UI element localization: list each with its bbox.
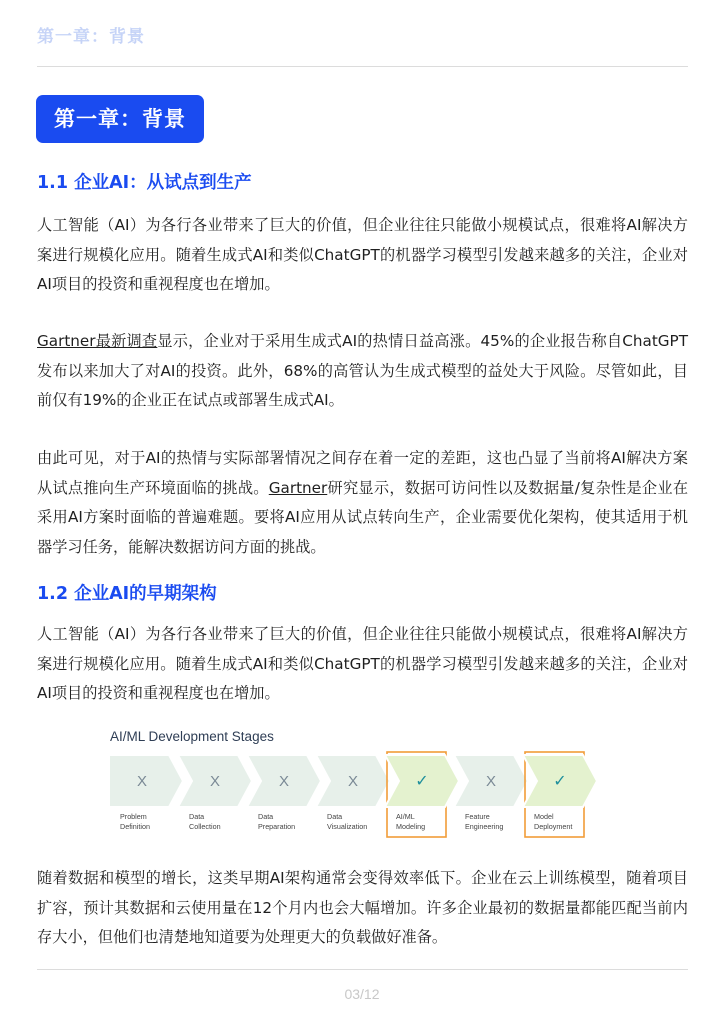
cross-mark-icon: X — [136, 773, 148, 790]
stage-label-line-1: Data — [327, 812, 343, 821]
stage-label-line-2: Collection — [189, 822, 221, 831]
gartner-link[interactable]: Gartner — [268, 478, 328, 497]
stage-label-line-2: Preparation — [258, 822, 296, 831]
cross-mark-icon: X — [485, 773, 497, 790]
stage-1 — [109, 755, 183, 831]
section-2-paragraph-1: 人工智能（AI）为各行各业带来了巨大的价值，但企业往往只能做小规模试点，很难将AI解决方案进行规模化应用。随着生成式AI和类似ChatGPT的机器学习模型引发越来越多的关注，企业对AI项目的投资和重视程度也在增加。 — [37, 625, 688, 702]
ml-stages-diagram — [108, 725, 618, 845]
cross-mark-icon: X — [347, 773, 359, 790]
check-mark-icon: ✓ — [415, 771, 429, 790]
header-divider — [37, 66, 688, 67]
stage-label-line-1: AI/ML — [396, 812, 415, 821]
cross-mark-icon: X — [278, 773, 290, 790]
check-mark-icon: ✓ — [553, 771, 567, 790]
stage-5 — [385, 752, 459, 837]
stage-6 — [454, 755, 528, 831]
section-1-paragraph-2 — [37, 327, 688, 416]
paragraph-3-text-a: 由此可见，对于AI的热情与实际部署情况之间存在着一定的差距，这也凸显了当前将AI解决方案从试点推向生产环境面临的挑战。 — [37, 449, 688, 497]
stage-7 — [523, 752, 597, 837]
section-1-heading: 1.1 企业AI：从试点到生产 — [37, 173, 252, 193]
stage-label-line-2: Deployment — [534, 822, 573, 831]
running-header: 第一章：背景 — [37, 27, 145, 47]
paragraph-2-text: 显示，企业对于采用生成式AI的热情日益高涨。45%的企业报告称自ChatGPT发布以来加大了对AI的投资。此外，68%的高管认为生成式模型的益处大于风险。尽管如此，目前仅有19%的企业正在试点或部署生成式AI。 — [37, 332, 688, 409]
stage-label-line-1: Problem — [120, 812, 147, 821]
stage-label-line-2: Modeling — [396, 822, 426, 831]
section-1-paragraph-3 — [37, 444, 688, 562]
section-1-paragraph-1: 人工智能（AI）为各行各业带来了巨大的价值，但企业往往只能做小规模试点，很难将AI解决方案进行规模化应用。随着生成式AI和类似ChatGPT的机器学习模型引发越来越多的关注，企业对AI项目的投资和重视程度也在增加。 — [37, 216, 688, 293]
footer-divider — [37, 969, 688, 970]
stage-label-line-1: Model — [534, 812, 554, 821]
stage-label-line-1: Feature — [465, 812, 490, 821]
stage-label-line-2: Engineering — [465, 822, 504, 831]
chapter-title: 第一章：背景 — [36, 95, 204, 143]
diagram-title: AI/ML Development Stages — [110, 729, 274, 744]
gartner-survey-link[interactable]: Gartner最新调查 — [37, 332, 158, 350]
stage-label-line-2: Visualization — [327, 822, 368, 831]
stages-graphic — [108, 725, 618, 845]
stage-3 — [247, 755, 321, 831]
page-number: 03/12 — [344, 986, 380, 1002]
stage-4 — [316, 755, 390, 831]
stage-2 — [178, 755, 252, 831]
paragraph-3-text-b: 研究显示，数据可访问性以及数据量/复杂性是企业在采用AI方案时面临的普遍难题。要将AI应用从试点转向生产，企业需要优化架构，使其适用于机器学习任务，能解决数据访问方面的挑战。 — [37, 478, 689, 556]
section-2-heading: 1.2 企业AI的早期架构 — [37, 584, 217, 604]
cross-mark-icon: X — [209, 773, 221, 790]
stage-label-line-1: Data — [258, 812, 274, 821]
stage-label-line-1: Data — [189, 812, 205, 821]
stage-label-line-2: Definition — [120, 822, 150, 831]
after-diagram-paragraph: 随着数据和模型的增长，这类早期AI架构通常会变得效率低下。企业在云上训练模型，随着项目扩容，预计其数据和云使用量在12个月内也会大幅增加。许多企业最初的数据量都能匹配当前内存大小，但他们也清楚地知道要为处理更大的负载做好准备。 — [37, 869, 688, 946]
